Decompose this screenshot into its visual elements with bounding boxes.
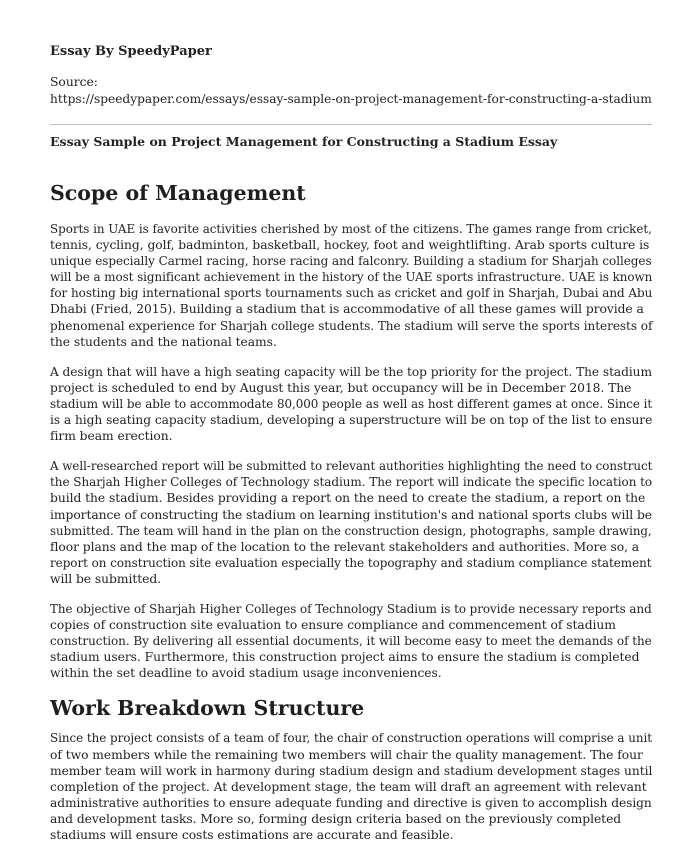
- section-heading-scope: Scope of Management: [50, 181, 306, 205]
- paragraph-line: importance of constructing the stadium on learning institution's and national sports clubs will be: [50, 507, 653, 522]
- paragraph: [50, 364, 652, 444]
- paragraph-line: stadium will be able to accommodate 80,000 people as well as host different games at once. Since it: [50, 396, 653, 411]
- paragraph-line: stadiums will ensure costs estimations are accurate and feasible.: [50, 828, 454, 842]
- paragraph: [50, 601, 652, 681]
- essay-title: Essay Sample on Project Management for Constructing a Stadium Essay: [50, 134, 558, 149]
- paragraph-line: the Sharjah Higher Colleges of Technology stadium. The report will indicate the specific location to: [50, 475, 653, 490]
- paragraph-line: member team will work in harmony during stadium design and stadium development stages until: [50, 763, 653, 778]
- paragraph-line: report on construction site evaluation especially the topography and stadium compliance statement: [50, 555, 652, 570]
- paragraph-line: stadium users. Furthermore, this construction project aims to ensure the stadium is completed: [50, 650, 640, 665]
- paragraph-line: completion of the project. At development stage, the team will draft an agreement with relevant: [50, 779, 647, 794]
- paragraph-line: unique especially Carmel racing, horse racing and falconry. Building a stadium for Sharjah colleges: [50, 254, 652, 269]
- divider: [50, 124, 652, 125]
- paragraph-line: the students and the national teams.: [50, 334, 277, 349]
- paragraph-line: will be a most significant achievement in the history of the UAE sports infrastructure. UAE is known: [50, 270, 653, 285]
- paragraph-line: Since the project consists of a team of four, the chair of construction operations will comprise a unit: [50, 731, 652, 746]
- paragraph-line: phenomenal experience for Sharjah college students. The stadium will serve the sports interests of: [50, 318, 653, 333]
- source-label: Source:: [50, 75, 98, 89]
- paragraph-line: is a high seating capacity stadium, developing a superstructure will be on top of the list to ensure: [50, 413, 653, 428]
- paragraph-line: tennis, cycling, golf, badminton, basketball, hockey, foot and weightlifting. Arab sports culture is: [50, 238, 650, 253]
- essay-body: [50, 180, 652, 857]
- paragraph-line: floor plans and the map of the location to the relevant stakeholders and authorities. More so, a: [50, 539, 640, 554]
- paragraph: [50, 730, 652, 843]
- paragraph-line: and development tasks. More so, forming design criteria based on the previously completed: [50, 811, 622, 826]
- paragraph-line: A well-researched report will be submitted to relevant authorities highlighting the need to construct: [50, 459, 653, 474]
- paragraph-line: build the stadium. Besides providing a report on the need to create the stadium, a report on the: [50, 491, 646, 506]
- paragraph-line: project is scheduled to end by August this year, but occupancy will be in December 2018. The: [50, 380, 632, 395]
- paragraph: [50, 458, 652, 587]
- paragraph-line: for hosting big international sports tournaments such as cricket and golf in Sharjah, Dubai and Abu: [50, 286, 653, 301]
- paragraph: [50, 221, 652, 350]
- paragraph-line: The objective of Sharjah Higher Colleges of Technology Stadium is to provide necessary reports and: [50, 601, 652, 616]
- paragraph-line: copies of construction site evaluation to ensure compliance and commencement of stadium: [50, 618, 616, 633]
- paragraph-line: Sports in UAE is favorite activities cherished by most of the citizens. The games range from cricket,: [50, 222, 652, 236]
- source-url[interactable]: https://speedypaper.com/essays/essay-sample-on-project-management-for-constructing-a-stadium: [50, 92, 652, 106]
- paragraph-line: of two members while the remaining two members will chair the quality management. The four: [50, 747, 643, 762]
- paragraph-line: firm beam erection.: [50, 429, 173, 444]
- paragraph-line: will be submitted.: [50, 571, 162, 586]
- paragraph-line: submitted. The team will hand in the plan on the construction design, photographs, sample drawing,: [50, 523, 652, 538]
- paragraph-line: Dhabi (Fried, 2015). Building a stadium that is accommodative of all these games will provide a: [50, 302, 644, 317]
- site-heading: Essay By SpeedyPaper: [50, 44, 212, 59]
- paragraph-line: administrative authorities to ensure adequate funding and directive is given to accomplish design: [50, 795, 652, 810]
- paragraph-line: A design that will have a high seating capacity will be the top priority for the project. The stadium: [50, 364, 652, 379]
- paragraph-line: construction. By delivering all essential documents, it will become easy to meet the demands of the: [50, 634, 652, 649]
- paragraph-line: within the set deadline to avoid stadium usage inconveniences.: [50, 666, 442, 681]
- section-heading-work-breakdown: Work Breakdown Structure: [50, 696, 365, 721]
- source-block: [50, 74, 658, 108]
